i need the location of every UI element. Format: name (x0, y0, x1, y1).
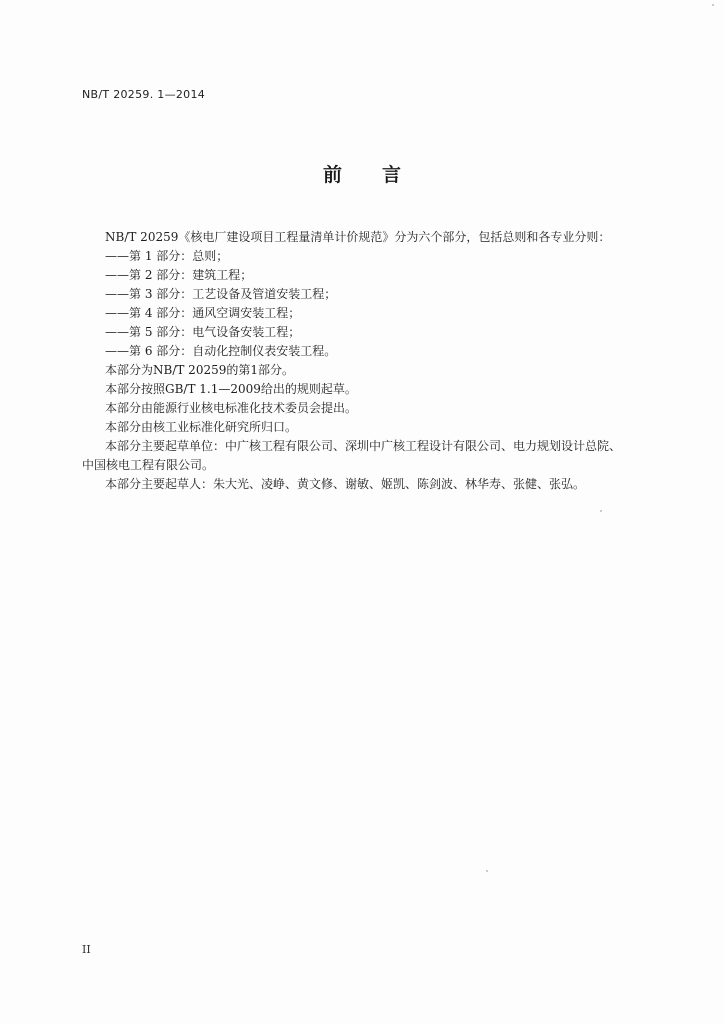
paragraph-part-statement: 本部分为NB/T 20259的第1部分。 (105, 363, 294, 377)
paragraph-proposer: 本部分由能源行业核电标准化技术委员会提出。 (105, 401, 358, 415)
list-item-part-4: ——第 4 部分：通风空调安装工程； (105, 306, 301, 320)
scan-speck (600, 510, 602, 512)
paragraph-intro: NB/T 20259《核电厂建设项目工程量清单计价规范》分为六个部分，包括总则和各专业分则： (105, 230, 611, 244)
paragraph-drafting-units: 本部分主要起草单位：中广核工程有限公司、深圳中广核工程设计有限公司、电力规划设计总院、 (105, 439, 622, 453)
list-item-part-6: ——第 6 部分：自动化控制仪表安装工程。 (105, 344, 337, 358)
paragraph-centralizer: 本部分由核工业标准化研究所归口。 (105, 420, 298, 434)
document-code: NB/T 20259. 1—2014 (82, 88, 206, 101)
list-item-part-1: ——第 1 部分：总则； (105, 249, 229, 263)
paragraph-drafting-units-cont: 中国核电工程有限公司。 (82, 458, 215, 472)
paragraph-drafting-rules: 本部分按照GB/T 1.1—2009给出的规则起草。 (105, 382, 357, 396)
title-char-2: 言 (382, 164, 402, 186)
list-item-part-3: ——第 3 部分：工艺设备及管道安装工程； (105, 287, 337, 301)
scan-speck (712, 4, 714, 6)
page-title (0, 160, 724, 187)
list-item-part-5: ——第 5 部分：电气设备安装工程； (105, 325, 301, 339)
page-number: II (82, 943, 91, 956)
scan-speck (486, 870, 488, 872)
title-char-1: 前 (322, 164, 342, 186)
list-item-part-2: ——第 2 部分：建筑工程； (105, 268, 253, 282)
paragraph-drafters: 本部分主要起草人：朱大光、凌峥、黄文修、谢敏、姬凯、陈剑波、林华寿、张健、张弘。 (105, 477, 586, 491)
foreword-body (82, 228, 672, 494)
